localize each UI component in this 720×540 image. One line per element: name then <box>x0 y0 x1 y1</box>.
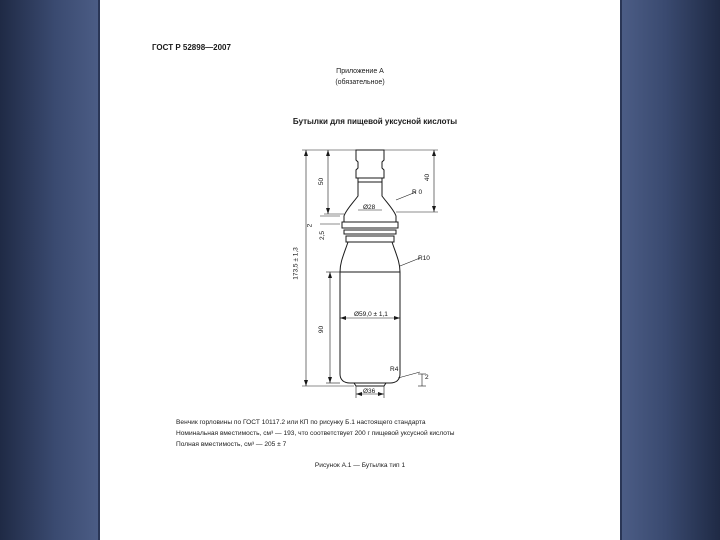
note-line-2: Номинальная вместимость, см³ — 193, что соответствует 200 г пищевой уксусной кислоты <box>176 430 455 437</box>
note-line-1: Венчик горловины по ГОСТ 10117.2 или КП по рисунку Б.1 настоящего стандарта <box>176 419 426 426</box>
standard-header: ГОСТ Р 52898—2007 <box>152 43 231 52</box>
dim-body-height: 90 <box>318 325 326 334</box>
appendix-title: Приложение А <box>336 68 384 75</box>
dim-radius-top: R 0 <box>412 189 423 196</box>
dim-base-detail: 2 <box>425 374 429 381</box>
drawing-title: Бутылки для пищевой уксусной кислоты <box>292 117 458 126</box>
note-line-3: Полная вместимость, см³ — 205 ± 7 <box>176 441 287 448</box>
left-side-panel <box>0 0 100 540</box>
dim-top-height: 50 <box>318 177 326 186</box>
figure-caption: Рисунок А.1 — Бутылка тип 1 <box>314 462 406 469</box>
document-page <box>100 0 620 540</box>
dim-radius-shoulder: R10 <box>418 255 430 262</box>
dim-base-diameter: Ø36 <box>363 388 376 395</box>
appendix-status: (обязательное) <box>335 79 385 86</box>
dim-small-2: 2 <box>306 223 314 228</box>
dim-body-diameter: Ø59,0 ± 1,1 <box>354 311 388 318</box>
dim-small-2-5: 2,5 <box>319 230 327 241</box>
dim-right-height: 40 <box>424 173 432 182</box>
dim-total-height: 173,5 ± 1,3 <box>292 247 300 280</box>
dim-neck-diameter: Ø28 <box>363 204 376 211</box>
bottle-drawing <box>100 0 620 540</box>
right-side-panel <box>620 0 720 540</box>
dim-radius-bottom: R4 <box>390 366 399 373</box>
